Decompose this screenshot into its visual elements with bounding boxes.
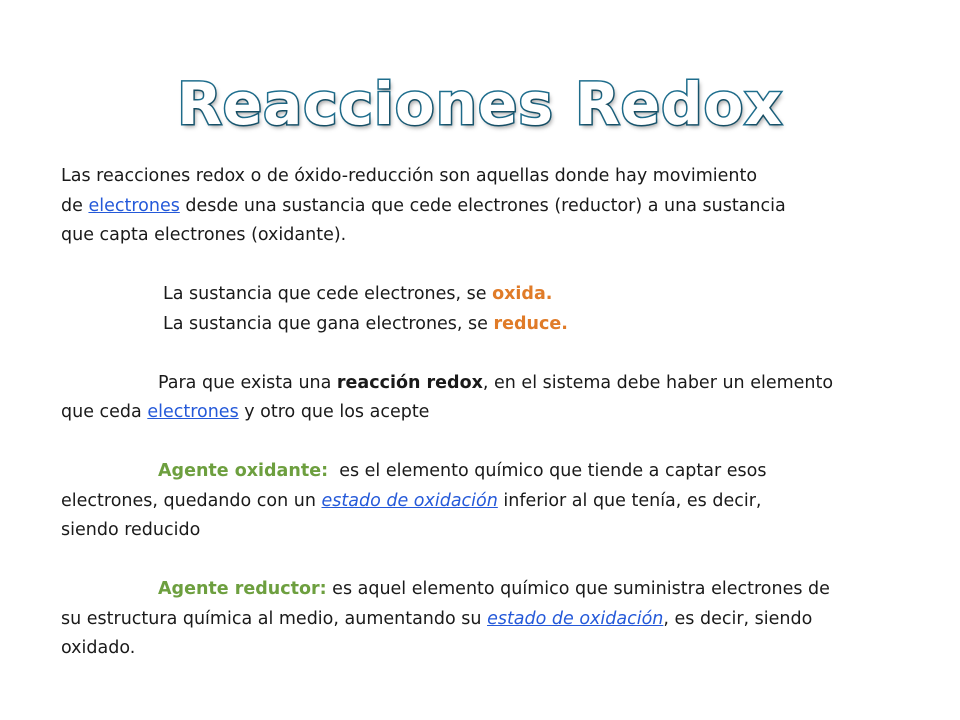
reductor-line-3: [61, 634, 906, 664]
intro-text: Las reacciones redox o de óxido-reducción son aquellas donde hay movimiento: [61, 166, 758, 186]
reductor-text: es aquel elemento químico que suministra electrones de: [326, 579, 830, 599]
oxidant-line-3: [61, 516, 906, 546]
requirement-text: y otro que los acepte: [238, 402, 430, 422]
reductor-line-2: [61, 605, 906, 635]
intro-text: desde una sustancia que cede electrones (reductor) a una sustancia: [179, 195, 786, 216]
requirement-line-2: [61, 398, 906, 428]
estado-oxidacion-link[interactable]: estado de oxidación: [321, 490, 498, 511]
reductor-line-1: [61, 575, 906, 605]
reduce-keyword: reduce.: [493, 313, 568, 334]
reaccion-redox-term: reacción redox: [336, 372, 483, 393]
requirement-text: , en el sistema debe haber un elemento: [482, 372, 834, 393]
requirement-line-1: [61, 369, 906, 399]
electrones-link[interactable]: electrones: [88, 195, 180, 216]
statement-oxida: [61, 280, 906, 310]
intro-line-3: [61, 221, 906, 251]
intro-text: de: [61, 195, 89, 216]
reductor-text: , es decir, siendo: [663, 608, 813, 629]
oxidant-label: Agente oxidante:: [158, 461, 329, 481]
oxidant-line-2: [61, 487, 906, 517]
reductor-text: su estructura química al medio, aumentando su: [61, 608, 488, 629]
requirement-text: que ceda: [61, 402, 148, 422]
statement-text: La sustancia que gana electrones, se: [163, 313, 494, 334]
reductor-label: Agente reductor:: [158, 579, 327, 599]
oxidant-text: inferior al que tenía, es decir,: [497, 490, 762, 511]
oxidant-text: es el elemento químico que tiende a captar esos: [328, 461, 767, 481]
requirement-text: Para que exista una: [158, 372, 337, 393]
oxida-keyword: oxida.: [492, 284, 553, 304]
slide-body: [61, 162, 906, 664]
statement-reduce: [61, 310, 906, 340]
intro-line-1: [61, 162, 906, 192]
oxidant-line-1: [61, 457, 906, 487]
estado-oxidacion-link-2[interactable]: estado de oxidación: [487, 608, 664, 629]
reductor-text: oxidado.: [61, 638, 136, 658]
intro-text: que capta electrones (oxidante).: [61, 225, 347, 245]
electrones-link-2[interactable]: electrones: [147, 402, 239, 422]
statement-text: La sustancia que cede electrones, se: [163, 284, 493, 304]
page-title: Reacciones Redox: [177, 70, 783, 138]
intro-line-2: [61, 192, 906, 222]
oxidant-text: siendo reducido: [61, 520, 201, 540]
oxidant-text: electrones, quedando con un: [61, 490, 322, 511]
